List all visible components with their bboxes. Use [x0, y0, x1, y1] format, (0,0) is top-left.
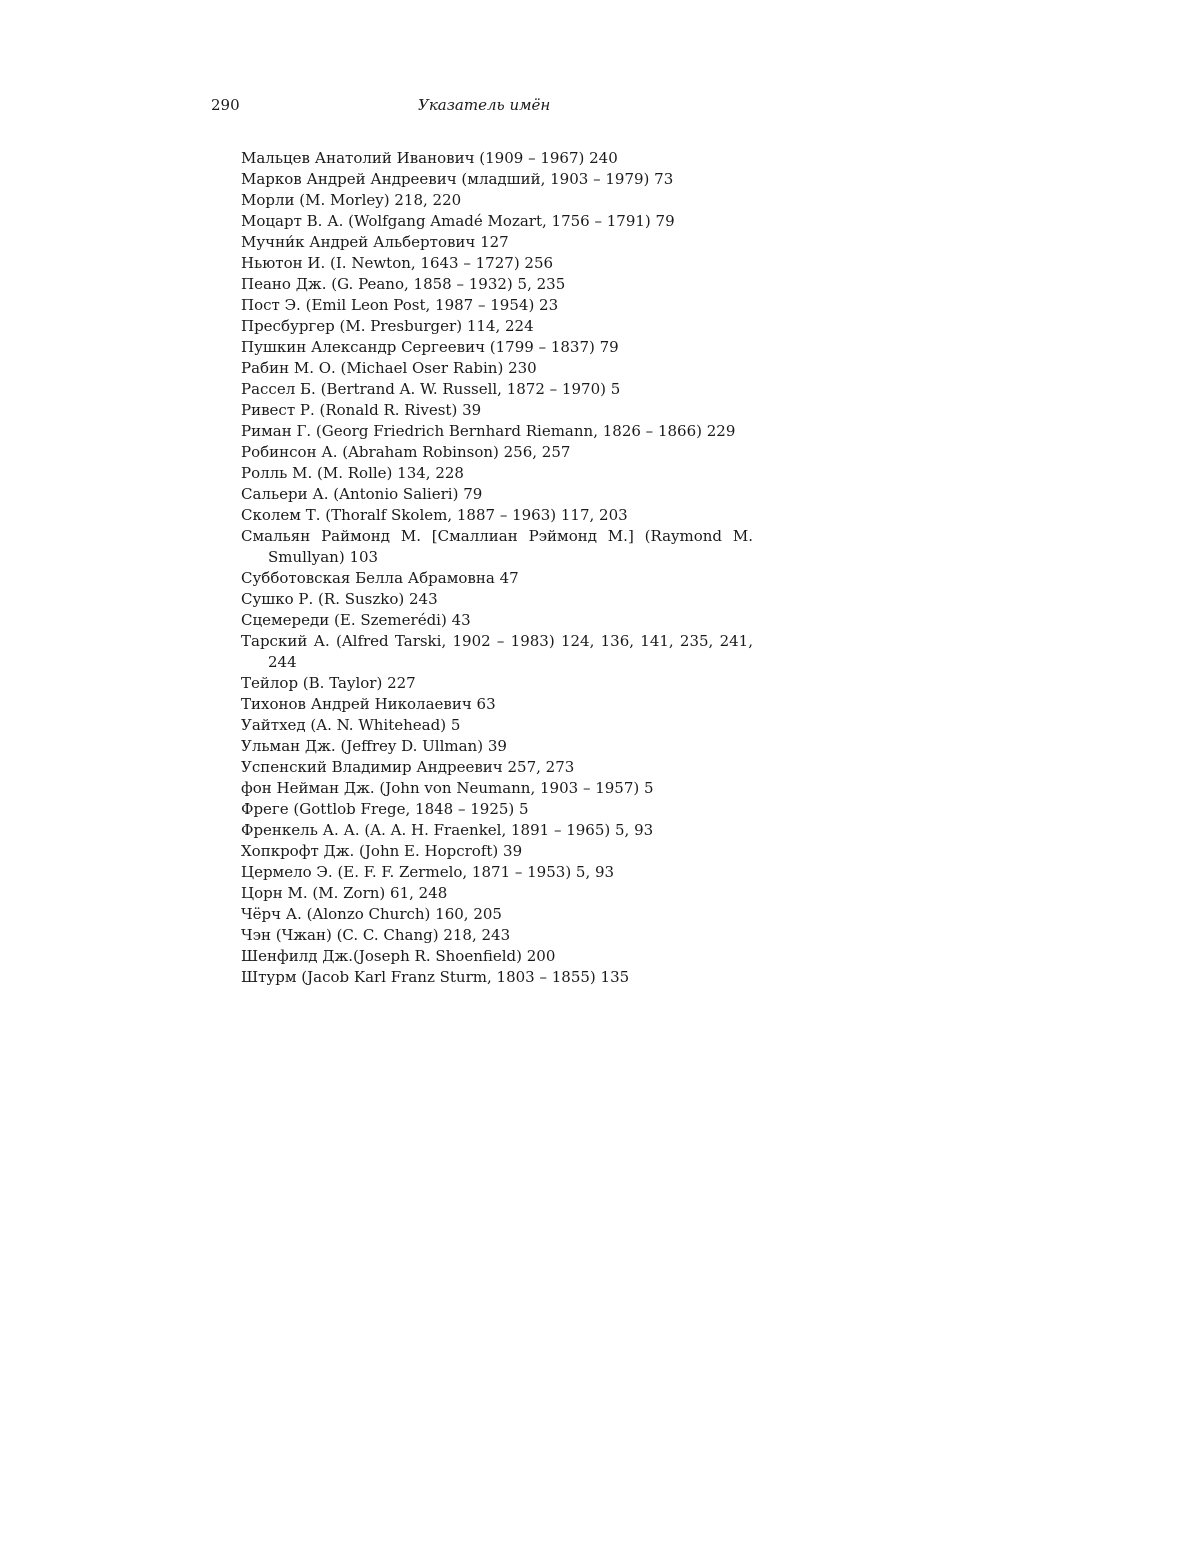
- index-entry: Штурм (Jacob Karl Franz Sturm, 1803 – 1855) 135: [241, 968, 630, 986]
- index-entry: Френкель А. А. (A. A. H. Fraenkel, 1891 – 1965) 5, 93: [241, 821, 654, 839]
- index-entry: Пресбургер (M. Presburger) 114, 224: [241, 317, 534, 335]
- index-entry: Чэн (Чжан) (C. C. Chang) 218, 243: [241, 926, 511, 944]
- name-index-list: [241, 148, 753, 988]
- index-entry: Марков Андрей Андреевич (младший, 1903 – 1979) 73: [241, 170, 674, 188]
- index-entry: Цермело Э. (E. F. F. Zermelo, 1871 – 1953) 5, 93: [241, 863, 615, 881]
- index-entry: Риман Г. (Georg Friedrich Bernhard Riemann, 1826 – 1866) 229: [241, 422, 736, 440]
- index-entry: Ульман Дж. (Jeffrey D. Ullman) 39: [241, 737, 507, 755]
- page-header: [211, 94, 771, 118]
- index-entry: Тарский А. (Alfred Tarski, 1902 – 1983) 124, 136, 141, 235, 241, 244: [241, 632, 753, 671]
- index-entry: Тейлор (B. Taylor) 227: [241, 674, 416, 692]
- index-entry: Цорн М. (M. Zorn) 61, 248: [241, 884, 448, 902]
- index-entry: Моцарт В. А. (Wolfgang Amadé Mozart, 1756 – 1791) 79: [241, 212, 675, 230]
- index-entry: Мучни́к Андрей Альбертович 127: [241, 233, 509, 251]
- index-entry: Успенский Владимир Андреевич 257, 273: [241, 758, 575, 776]
- index-entry: Ривест Р. (Ronald R. Rivest) 39: [241, 401, 482, 419]
- index-entry: Рабин М. О. (Michael Oser Rabin) 230: [241, 359, 537, 377]
- index-entry: Морли (M. Morley) 218, 220: [241, 191, 462, 209]
- index-entry: Сальери А. (Antonio Salieri) 79: [241, 485, 483, 503]
- index-entry: Хопкрофт Дж. (John E. Hopcroft) 39: [241, 842, 523, 860]
- index-entry: Тихонов Андрей Николаевич 63: [241, 695, 496, 713]
- index-entry: Пост Э. (Emil Leon Post, 1987 – 1954) 23: [241, 296, 559, 314]
- index-entry: Смальян Раймонд М. [Смаллиан Рэймонд М.] (Raymond M. Smullyan) 103: [241, 527, 753, 566]
- index-entry: Уайтхед (A. N. Whitehead) 5: [241, 716, 461, 734]
- running-title: Указатель имён: [418, 96, 551, 114]
- index-entry: Пеано Дж. (G. Peano, 1858 – 1932) 5, 235: [241, 275, 566, 293]
- index-entry: Рассел Б. (Bertrand A. W. Russell, 1872 – 1970) 5: [241, 380, 621, 398]
- index-entry: Сцемереди (E. Szemerédi) 43: [241, 611, 471, 629]
- index-entry: Фреге (Gottlob Frege, 1848 – 1925) 5: [241, 800, 529, 818]
- index-entry: Субботовская Белла Абрамовна 47: [241, 569, 519, 587]
- index-entry: Шенфилд Дж.(Joseph R. Shoenfield) 200: [241, 947, 556, 965]
- index-entry: Мальцев Анатолий Иванович (1909 – 1967) 240: [241, 149, 618, 167]
- index-entry: Сушко Р. (R. Suszko) 243: [241, 590, 438, 608]
- index-entry: Пушкин Александр Сергеевич (1799 – 1837) 79: [241, 338, 619, 356]
- page-number: 290: [211, 96, 240, 114]
- index-entry: Робинсон А. (Abraham Robinson) 256, 257: [241, 443, 571, 461]
- index-entry: фон Нейман Дж. (John von Neumann, 1903 – 1957) 5: [241, 779, 654, 797]
- index-entry: Ньютон И. (I. Newton, 1643 – 1727) 256: [241, 254, 554, 272]
- index-entry: Чёрч А. (Alonzo Church) 160, 205: [241, 905, 502, 923]
- index-entry: Сколем Т. (Thoralf Skolem, 1887 – 1963) 117, 203: [241, 506, 628, 524]
- index-entry: Ролль М. (M. Rolle) 134, 228: [241, 464, 464, 482]
